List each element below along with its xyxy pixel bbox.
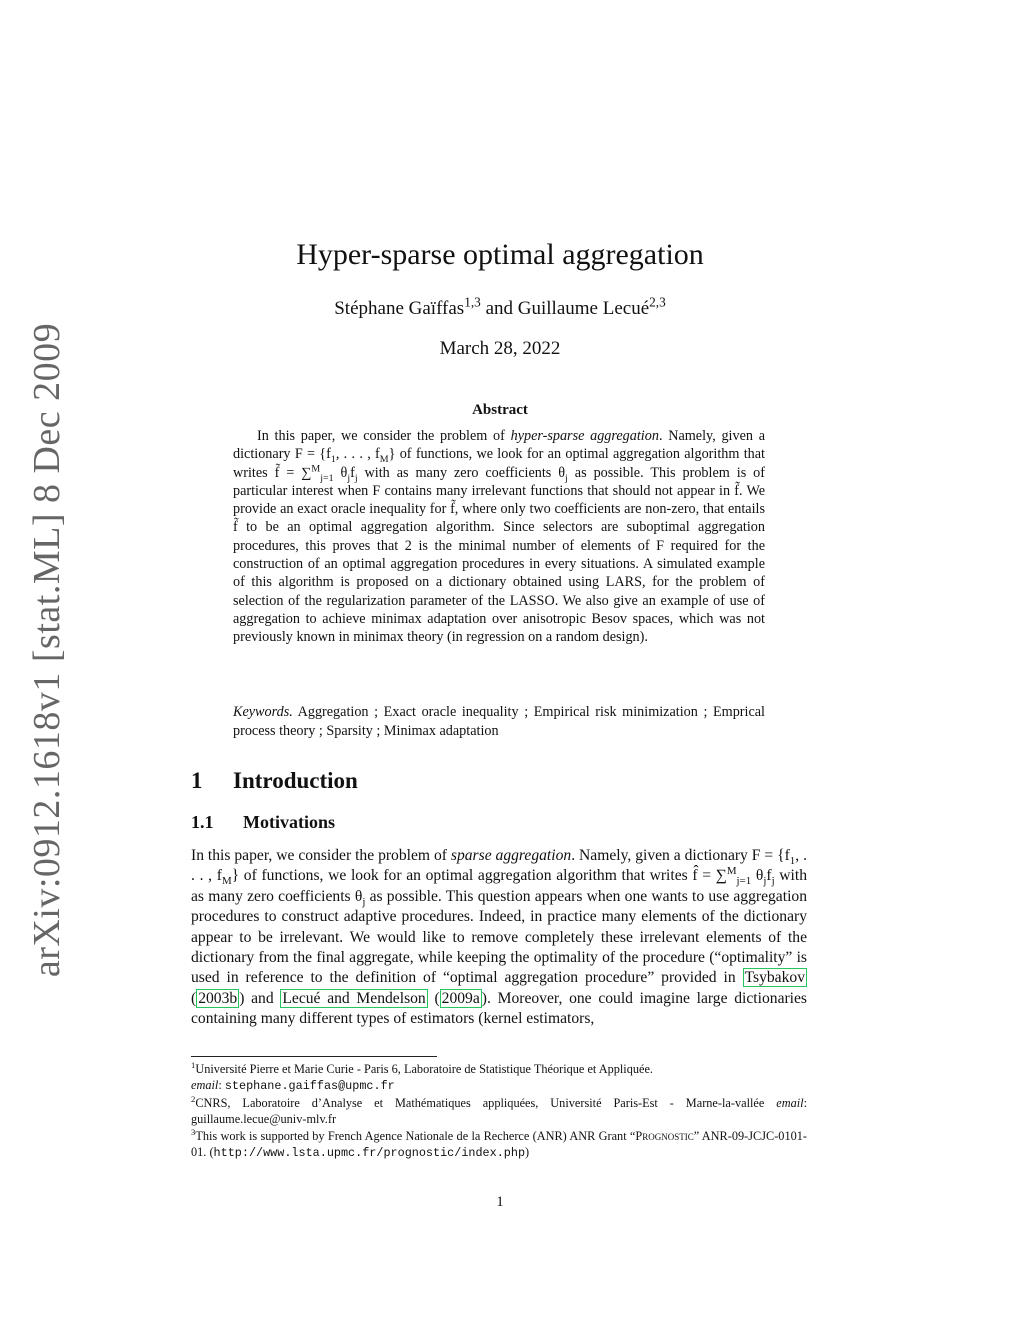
keywords bbox=[233, 703, 765, 741]
paper-title: Hyper-sparse optimal aggregation bbox=[296, 238, 704, 271]
author-2-affiliation: 2,3 bbox=[649, 294, 666, 310]
subsection-number: 1.1 bbox=[191, 812, 214, 832]
footnotes bbox=[191, 1061, 807, 1161]
footnote-1: $^1$Université Pierre et Marie Curie - Paris 6, Laboratoire de Statistique Théorique et Appliquée. email: stephane.gaiffas@upmc.fr bbox=[191, 1059, 654, 1094]
subsection-heading-motivations bbox=[191, 812, 335, 833]
keywords-label: Keywords. bbox=[233, 704, 293, 720]
author-1: Stéphane Gaïffas bbox=[334, 298, 465, 319]
author-line bbox=[0, 294, 1000, 320]
keywords-text: Aggregation ; Exact oracle inequality ; Empirical risk minimization ; Emprical process theory ; Sparsity ; Minimax adaptation bbox=[233, 704, 765, 739]
abstract-paragraph: In this paper, we consider the problem of hyper-sparse aggregation. Namely, given a dictionary $F = \{f_1$, . . . , $f_M$} of functions, we look for an optimal aggregation algorithm that writes f̃ = ∑$^M_{j=1}$ $\theta_jf_j$ with as many zero coefficients $\theta_j$ as possible. This problem is of particular interest when F contains many irrelevant functions that should not appear in f̃. We provide an exact oracle inequality for f̃, where only two coefficients are non-zero, that entails f̃ to be an optimal aggregation algorithm. Since selectors are suboptimal aggregation procedures, this proves that 2 is the minimal number of elements of F required for the construction of an optimal aggregation procedures in every situations. A simulated example of this algorithm is proposed on a dictionary obtained using LARS, for the problem of selection of the regularization parameter of the LASSO. We also give an example of use of aggregation to achieve minimax adaptation over anisotropic Besov spaces, which was not previously known in minimax theory (in regression on a random design). bbox=[233, 428, 766, 646]
email-link-gaiffas[interactable]: stephane.gaiffas@upmc.fr bbox=[224, 1079, 395, 1094]
author-conjunction: and bbox=[480, 298, 518, 319]
abstract-emphasis: hyper-sparse aggregation bbox=[510, 428, 659, 444]
page-number: 1 bbox=[496, 1194, 504, 1210]
body-paragraph: In this paper, we consider the problem of sparse aggregation. Namely, given a dictionary $F = \{f_1$, . . . , $f_M$} of functions, we look for an optimal aggregation algorithm that writes f̂ = ∑$^M_{j=1}$ $\theta_jf_j$ with as many zero coefficients $\theta_j$ as possible. This question appears when one wants to use aggregation procedures to construct adaptive procedures. Indeed, in practice many elements of the dictionary appear to be irrelevant. We would like to remove completely these irrelevant elements of the dictionary from the final aggregate, while keeping the optimality of the procedure (“optimality” is used in reference to the definition of “optimal aggregation procedure” provided in Tsybakov ( 2003b ) and Lecué and Mendelson ( 2009a ). Moreover, one could imagine large dictionaries containing many different types of estimators (kernel estimators, bbox=[191, 847, 808, 1028]
citation-link-lecue-mendelson-year[interactable]: 2009a bbox=[441, 989, 480, 1007]
arxiv-sidebar-stamp bbox=[22, 322, 72, 978]
abstract-heading: Abstract bbox=[472, 402, 528, 418]
url-link-prognostic[interactable]: http://www.lsta.upmc.fr/prognostic/index.php bbox=[213, 1146, 526, 1161]
author-2: Guillaume Lecué bbox=[517, 298, 650, 319]
abstract-body bbox=[233, 427, 765, 647]
author-1-affiliation: 1,3 bbox=[464, 294, 481, 310]
section-title: Introduction bbox=[233, 768, 358, 793]
citation-link-tsybakov-year[interactable]: 2003b bbox=[198, 989, 238, 1007]
citation-link-lecue-mendelson[interactable]: Lecué and Mendelson bbox=[282, 989, 426, 1007]
footnote-divider bbox=[191, 1056, 437, 1057]
section-heading-introduction bbox=[191, 768, 358, 794]
citation-link-tsybakov[interactable]: Tsybakov bbox=[744, 969, 805, 987]
body-emphasis: sparse aggregation bbox=[450, 847, 572, 864]
subsection-title: Motivations bbox=[243, 812, 335, 832]
arxiv-id: arXiv:0912.1618v1 [stat.ML] 8 Dec 2009 bbox=[26, 322, 68, 978]
paper-date: March 28, 2022 bbox=[439, 338, 561, 359]
section-number: 1 bbox=[191, 768, 203, 793]
body-text bbox=[191, 846, 807, 1030]
email-link-lecue[interactable]: guillaume.lecue@univ-mlv.fr bbox=[191, 1112, 337, 1127]
footnote-2: $^2$CNRS, Laboratoire d’Analyse et Mathématiques appliquées, Université Paris-Est - Marne-la-vallée email: guillaume.lecue@univ-mlv.fr bbox=[191, 1093, 807, 1127]
footnote-3: $^3$This work is supported by French Agence Nationale de la Recherce (ANR) ANR Grant “Prognostic” ANR-09-JCJC-0101-01. (http://www.lsta.upmc.fr/prognostic/index.php) bbox=[191, 1126, 807, 1161]
